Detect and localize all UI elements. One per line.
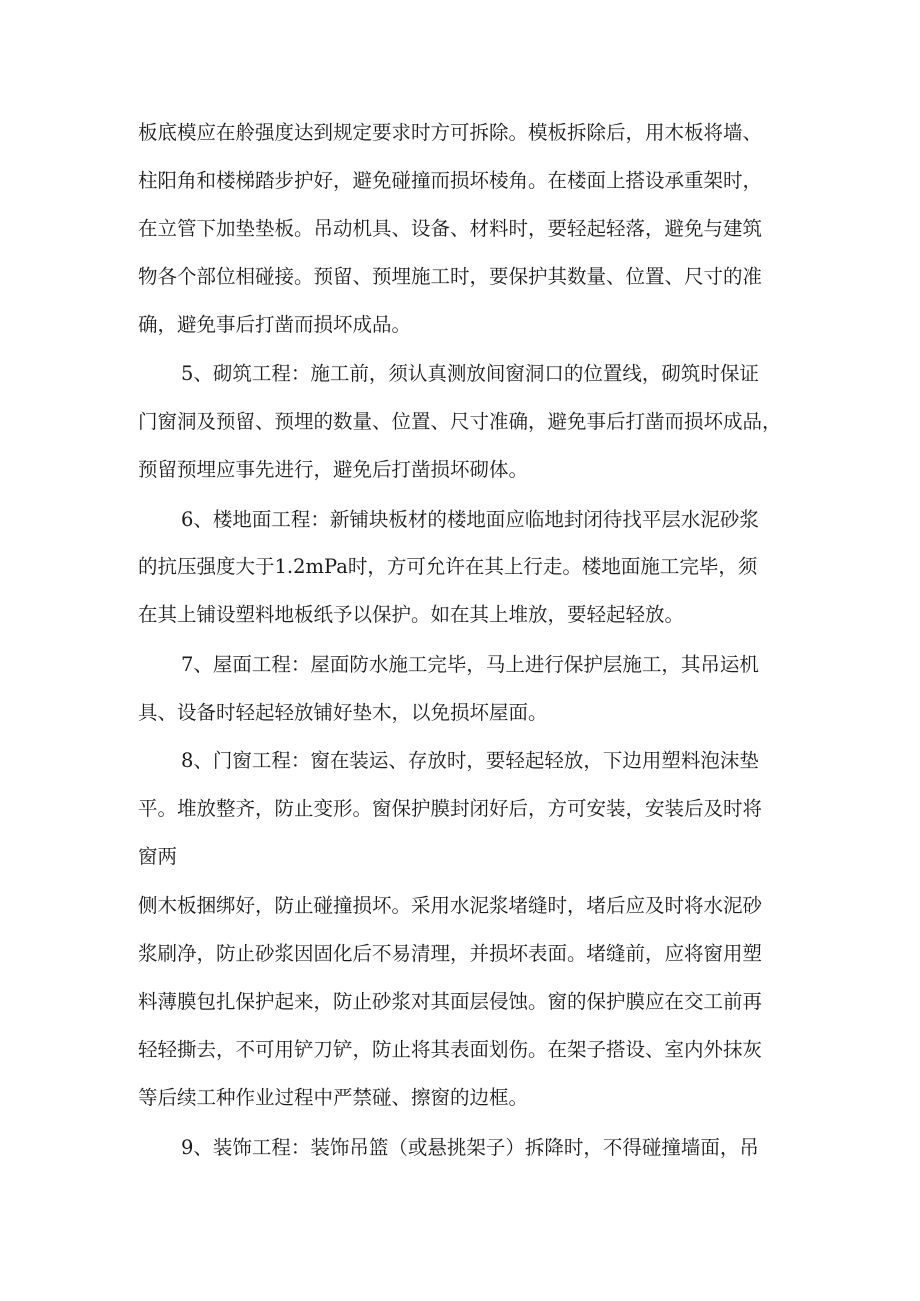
text-line: 的抗压强度大于1.2mPa时，方可允许在其上行走。楼地面施工完毕，须 — [138, 555, 758, 578]
text-line: 浆刷净，防止砂浆因固化后不易清理，并损坏表面。堵缝前，应将窗用塑 — [138, 942, 763, 965]
text-line: 柱阳角和楼梯踏步护好，避免碰撞而损坏棱角。在楼面上搭设承重架时， — [138, 169, 763, 192]
text-line: 窗两 — [138, 845, 178, 868]
text-line: 平。堆放整齐，防止变形。窗保护膜封闭好后，方可安装，安装后及时将 — [138, 797, 763, 820]
text-line: 预留预埋应事先进行，避免后打凿损坏砌体。 — [138, 458, 529, 481]
text-line: 板底模应在舲强度达到规定要求时方可拆除。模板拆除后，用木板将墙、 — [138, 121, 763, 144]
paragraph-start-line: 9、装饰工程：装饰吊篮（或悬挑架子）拆降时，不得碰撞墙面，吊 — [181, 1136, 759, 1159]
text-line: 侧木板捆绑好，防止碰撞损坏。采用水泥浆堵缝时，堵后应及时将水泥砂 — [138, 894, 763, 917]
text-line: 轻轻撕去，不可用铲刀铲，防止将其表面划伤。在架子搭设、室内外抹灰 — [138, 1038, 763, 1061]
paragraph-start-line: 8、门窗工程：窗在装运、存放时，要轻起轻放，下边用塑料泡沫垫 — [181, 749, 759, 772]
text-line: 在其上铺设塑料地板纸予以保护。如在其上堆放，要轻起轻放。 — [138, 603, 685, 626]
paragraph-start-line: 5、砌筑工程：施工前，须认真测放间窗洞口的位置线，砌筑时保证 — [181, 362, 759, 385]
text-line: 具、设备时轻起轻放铺好垫木，以免损坏屋面。 — [138, 701, 548, 724]
text-line: 料薄膜包扎保护起来，防止砂浆对其面层侵蚀。窗的保护膜应在交工前再 — [138, 990, 763, 1013]
text-line: 等后续工种作业过程中严禁碰、擦窗的边框。 — [138, 1086, 529, 1109]
text-line: 确，避免事后打凿而损坏成品。 — [138, 313, 412, 336]
paragraph-start-line: 7、屋面工程：屋面防水施工完毕，马上进行保护层施工，其吊运机 — [181, 653, 759, 676]
text-line: 物各个部位相碰接。预留、预埋施工时，要保护其数量、位置、尺寸的准 — [138, 265, 763, 288]
text-line: 门窗洞及预留、预埋的数量、位置、尺寸准确，避免事后打凿而损坏成品， — [138, 410, 782, 433]
text-line: 在立管下加垫垫板。吊动机具、设备、材料时，要轻起轻落，避免与建筑 — [138, 217, 763, 240]
paragraph-start-line: 6、楼地面工程：新铺块板材的楼地面应临地封闭待找平层水泥砂浆 — [181, 508, 759, 531]
